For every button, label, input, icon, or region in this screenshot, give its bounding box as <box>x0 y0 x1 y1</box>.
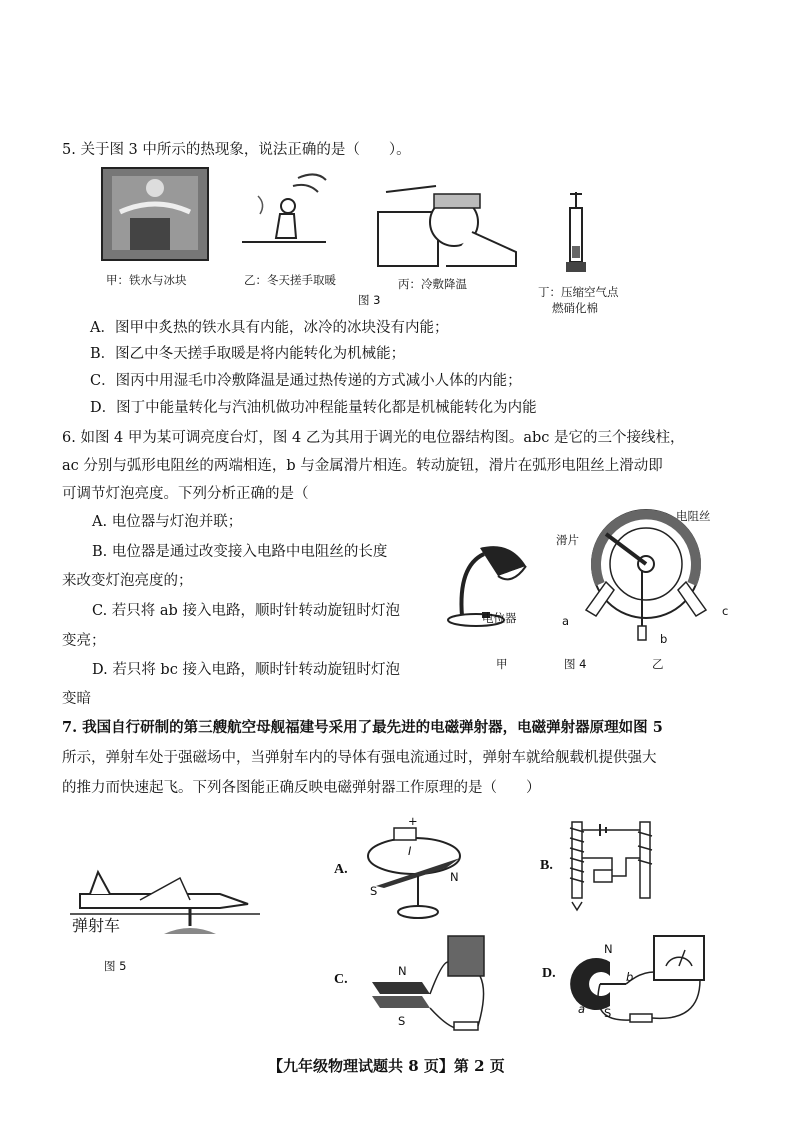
fig4-yi-label: 乙 <box>652 657 664 671</box>
q6-option-b-2: 来改变灯泡亮度的； <box>62 573 193 589</box>
q6-option-a: A. 电位器与灯泡并联； <box>92 514 243 530</box>
q6-option-d-2: 变暗 <box>62 691 91 707</box>
q6-line-1: 6. 如图 4 甲为某可调亮度台灯，图 4 乙为其用于调光的电位器结构图。abc 是它的三个接线柱， <box>62 430 685 446</box>
fig3-ding-caption-2: 燃硝化棉 <box>552 301 598 315</box>
q6-line-2: ac 分别与弧形电阻丝的两端相连，b 与金属滑片相连。转动旋钮，滑片在弧形电阻丝上滑动即 <box>62 458 663 474</box>
fig3-ding-image <box>562 190 592 276</box>
fig4-potentiometer-label: 电位器 <box>482 611 517 625</box>
q5-stem: 5. 关于图 3 中所示的热现象，说法正确的是（ ）。 <box>62 142 411 158</box>
fig4-potentiometer-image <box>566 506 729 646</box>
fig4-wire-label: 电阻丝 <box>676 509 711 523</box>
fig4-label: 图 4 <box>564 657 587 671</box>
q7-c-north: N <box>398 964 407 978</box>
fig3-jia-caption: 甲：铁水与冰块 <box>106 273 187 287</box>
q7-option-b-letter: B. <box>540 858 553 873</box>
fig5-cart-label: 弹射车 <box>72 916 121 935</box>
q5-option-c: C．图丙中用湿毛巾冷敷降温是通过热传递的方式减小人体的内能； <box>90 373 522 389</box>
q6-option-c-1: C. 若只将 ab 接入电路，顺时针转动旋钮时灯泡 <box>92 603 400 619</box>
fig4-slider-label: 滑片 <box>556 533 579 547</box>
q7-line-1: 7. 我国自行研制的第三艘航空母舰福建号采用了最先进的电磁弹射器，电磁弹射器原理如图 5 <box>62 719 663 736</box>
fig3-label: 图 3 <box>358 293 381 307</box>
q7-line-2: 所示，弹射车处于强磁场中，当弹射车内的导体有强电流通过时，弹射车就给舰载机提供强大 <box>62 750 657 766</box>
q5-option-d: D．图丁中能量转化与汽油机做功冲程能量转化都是机械能转化为内能 <box>90 400 537 416</box>
fig4-terminal-b: b <box>660 632 668 646</box>
q7-a-current: I <box>408 844 412 858</box>
q7-a-plus: + <box>408 814 418 828</box>
q6-option-d-1: D. 若只将 bc 接入电路，顺时针转动旋钮时灯泡 <box>92 662 400 678</box>
fig5-label: 图 5 <box>104 959 127 973</box>
q7-c-south: S <box>398 1014 406 1028</box>
q5-option-a: A．图甲中炙热的铁水具有内能，冰冷的冰块没有内能； <box>90 320 449 336</box>
q7-d-b: b <box>626 970 634 984</box>
fig4-terminal-c: c <box>722 604 729 618</box>
fig3-jia-image <box>100 166 210 262</box>
q7-d-north: N <box>604 942 613 956</box>
fig3-ding-caption-1: 丁：压缩空气点 <box>538 285 619 299</box>
fig3-yi-caption: 乙：冬天搓手取暖 <box>244 273 336 287</box>
q7-a-north: N <box>450 870 459 884</box>
q7-option-a-letter: A. <box>334 862 348 877</box>
q6-option-b-1: B. 电位器是通过改变接入电路中电阻丝的长度 <box>92 544 388 560</box>
q5-option-b: B．图乙中冬天搓手取暖是将内能转化为机械能； <box>90 346 406 362</box>
q6-line-3: 可调节灯泡亮度。下列分析正确的是（ <box>62 486 309 502</box>
q6-option-c-2: 变亮； <box>62 633 106 649</box>
page-footer: 【九年级物理试题共 8 页】第 2 页 <box>268 1057 505 1075</box>
q7-option-d-image <box>570 932 710 1036</box>
q7-a-south: S <box>370 884 378 898</box>
fig4-terminal-a: a <box>562 614 570 628</box>
fig3-yi-image <box>238 166 330 252</box>
fig4-jia-label: 甲 <box>496 657 508 671</box>
q7-option-c-letter: C. <box>334 972 348 987</box>
q7-d-south: S <box>604 1006 612 1020</box>
q7-d-a: a <box>578 1002 586 1016</box>
fig3-bing-image <box>376 172 518 268</box>
q7-option-b-image <box>566 818 656 912</box>
q7-line-3: 的推力而快速起飞。下列各图能正确反映电磁弹射器工作原理的是（ ） <box>62 780 541 796</box>
q7-option-d-letter: D. <box>542 966 556 981</box>
fig3-bing-caption: 丙：冷敷降温 <box>398 277 467 291</box>
q7-option-c-image <box>362 932 492 1038</box>
